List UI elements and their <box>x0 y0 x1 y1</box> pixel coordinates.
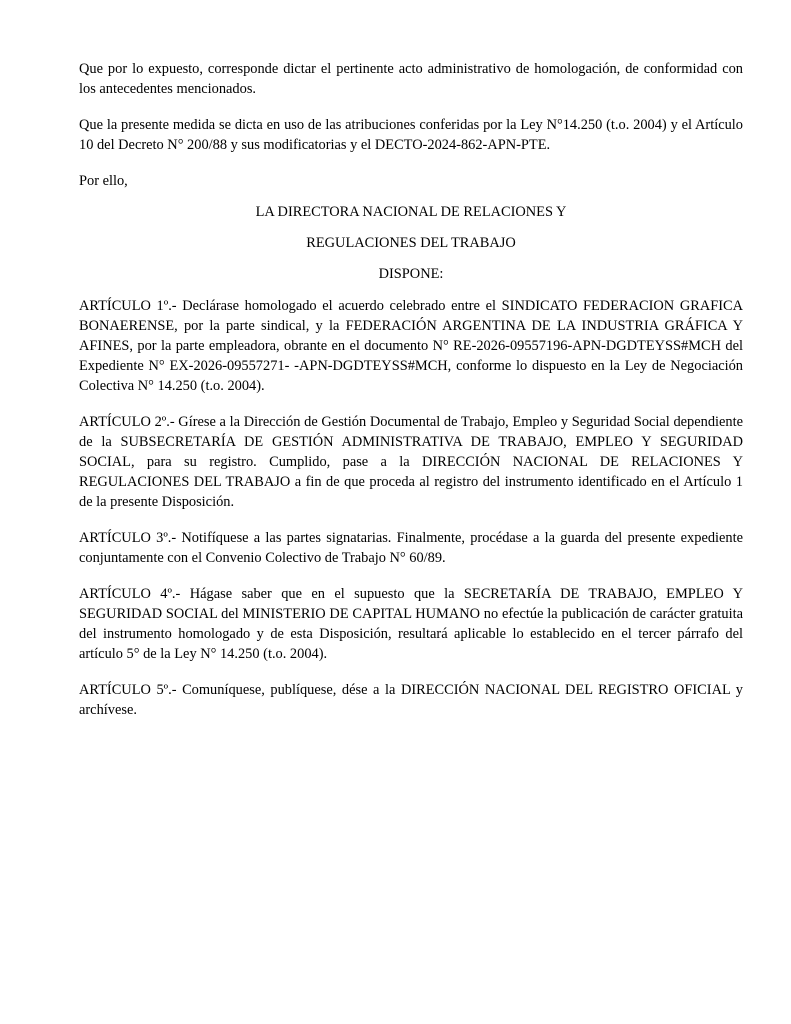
intro-paragraph: Que por lo expuesto, corresponde dictar el pertinente acto administrativo de homologación, de conformidad con los antecedentes mencionados. <box>79 61 743 97</box>
heading-line-2: REGULACIONES DEL TRABAJO <box>306 235 516 251</box>
article-5: ARTÍCULO 5º.- Comuníquese, publíquese, dése a la DIRECCIÓN NACIONAL DEL REGISTRO OFICIAL y archívese. <box>79 682 743 718</box>
document-body <box>79 59 743 736</box>
article-2: ARTÍCULO 2º.- Gírese a la Dirección de Gestión Documental de Trabajo, Empleo y Seguridad Social dependiente de la SUBSECRETARÍA DE GESTIÓN ADMINISTRATIVA DE TRABAJO, EMPLEO Y SEGURIDAD SOCIAL, para su registro. Cumplido, pase a la DIRECCIÓN NACIONAL DE RELACIONES Y REGULACIONES DEL TRABAJO a fin de que proceda al registro del instrumento identificado en el Artículo 1 de la presente Disposición. <box>79 414 743 510</box>
intro-paragraph: Que la presente medida se dicta en uso de las atribuciones conferidas por la Ley N°14.250 (t.o. 2004) y el Artículo 10 del Decreto N° 200/88 y sus modificatorias y el DECTO-2024-862-APN-PTE. <box>79 117 743 153</box>
article-4: ARTÍCULO 4º.- Hágase saber que en el supuesto que la SECRETARÍA DE TRABAJO, EMPLEO Y SEGURIDAD SOCIAL del MINISTERIO DE CAPITAL HUMANO no efectúe la publicación de carácter gratuita del instrumento homologado y de esta Disposición, resultará aplicable lo establecido en el tercer párrafo del artículo 5° de la Ley N° 14.250 (t.o. 2004). <box>79 586 743 662</box>
por-ello-line: Por ello, <box>79 173 128 189</box>
heading-dispone: DISPONE: <box>378 266 444 282</box>
heading-line-1: LA DIRECTORA NACIONAL DE RELACIONES Y <box>255 204 567 220</box>
article-1: ARTÍCULO 1º.- Declárase homologado el acuerdo celebrado entre el SINDICATO FEDERACION GRAFICA BONAERENSE, por la parte sindical, y la FEDERACIÓN ARGENTINA DE LA INDUSTRIA GRÁFICA Y AFINES, por la parte empleadora, obrante en el documento N° RE-2026-09557196-APN-DGDTEYSS#MCH del Expediente N° EX-2026-09557271- -APN-DGDTEYSS#MCH, conforme lo dispuesto en la Ley de Negociación Colectiva N° 14.250 (t.o. 2004). <box>79 298 743 394</box>
article-3: ARTÍCULO 3º.- Notifíquese a las partes signatarias. Finalmente, procédase a la guarda del presente expediente conjuntamente con el Convenio Colectivo de Trabajo N° 60/89. <box>79 530 743 566</box>
